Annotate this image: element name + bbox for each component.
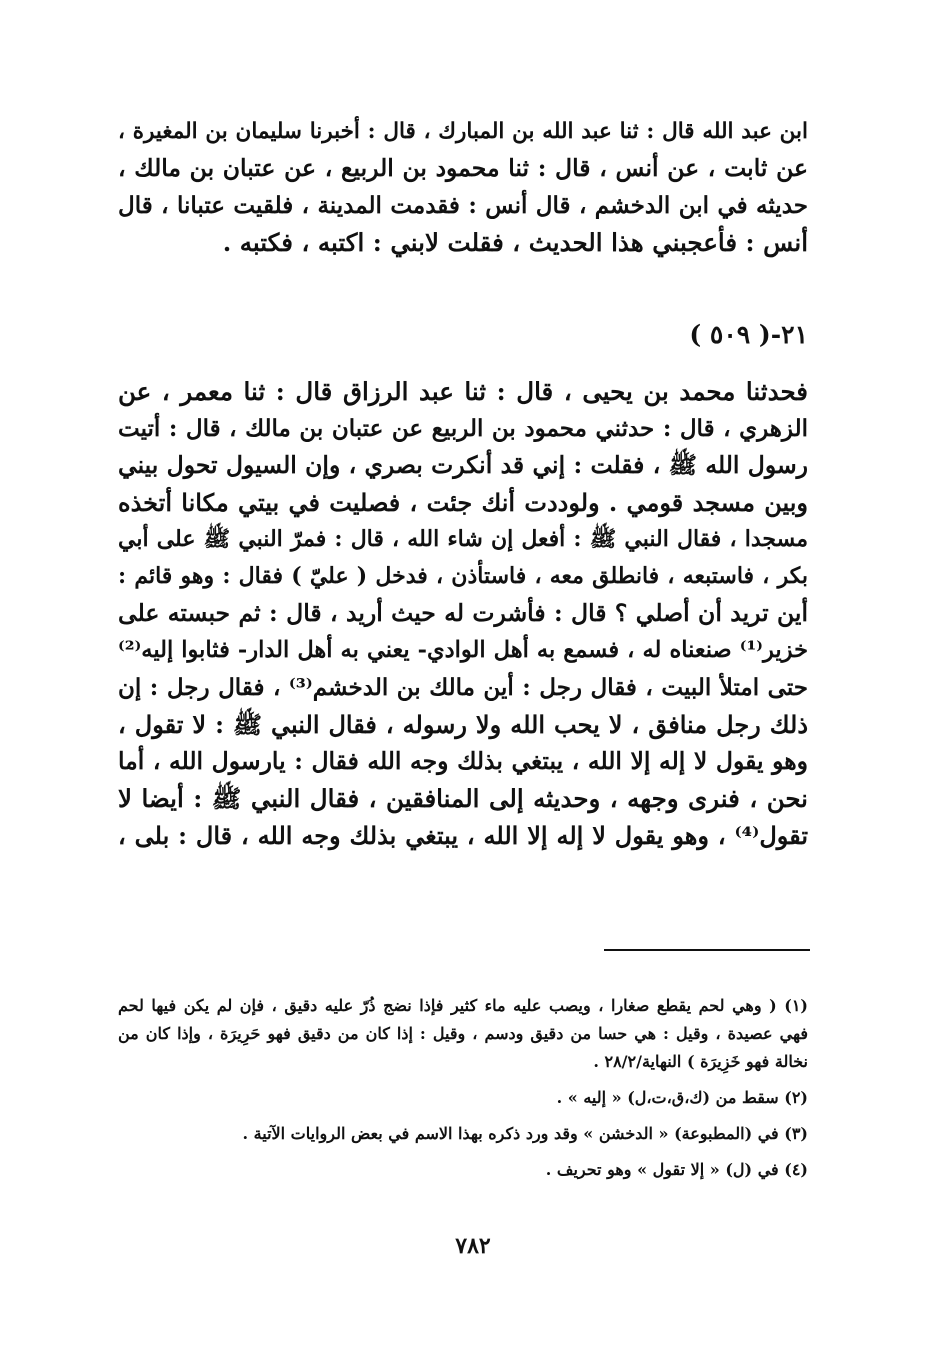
text-line: الزهري ، قال : حدثني محمود بن الربيع عن عتبان بن مالك ، قال : أتيت — [118, 415, 808, 442]
text-line: أنس : فأعجبني هذا الحديث ، فقلت لابني : اكتبه ، فكتبه . — [222, 228, 808, 257]
paragraph-isnad — [118, 113, 808, 261]
page-number: ٧٨٢ — [455, 1233, 491, 1259]
text-line: وبين مسجد قومي . ولوددت أنك جئت ، فصليت في بيتي مكانا أتخذه — [118, 488, 808, 517]
text-line: ابن عبد الله قال : ثنا عبد الله بن المبارك ، قال : أخبرنا سليمان بن المغيرة ، — [118, 119, 808, 144]
footnotes — [118, 992, 808, 1184]
text-line: خزير⁽¹⁾ صنعناه له ، فسمع به أهل الوادي- يعني به أهل الدار- فثابوا إليه⁽²⁾ — [118, 637, 808, 663]
paragraph-hadith — [118, 373, 808, 854]
text-line: رسول الله ﷺ ، فقلت : إني قد أنكرت بصري ، وإن السيول تحول بيني — [118, 451, 808, 479]
text-line: مسجدا ، فقال النبي ﷺ : أفعل إن شاء الله ، قال : فمرّ النبي ﷺ على أبي — [118, 526, 808, 552]
text-line: ذلك رجل منافق ، لا يحب الله ولا رسوله ، فقال النبي ﷺ : لا تقول ، — [118, 710, 808, 739]
text-line: فحدثنا محمد بن يحيى ، قال : ثنا عبد الرزاق قال : ثنا معمر ، عن — [118, 377, 808, 406]
text-line: حتى امتلأ البيت ، فقال رجل : أين مالك بن الدخشم⁽³⁾ ، فقال رجل : إن — [118, 674, 808, 701]
text-line: نحن ، فنرى وجهه ، وحديثه إلى المنافقين ، فقال النبي ﷺ : أيضا لا — [118, 784, 808, 813]
text-line: أين تريد أن أصلي ؟ قال : فأشرت له حيث أريد ، قال : ثم حبسته على — [118, 599, 808, 627]
footnote-4: (٤) في (ل) « إلا تقول » وهو تحريف . — [545, 1160, 808, 1179]
footnote-1-line: فهي عصيدة ، وقيل : هي حسا من دقيق ودسم ، وقيل : إذا كان من دقيق فهو حَرِيرَة ، وإذا كان من — [118, 1024, 808, 1043]
text-line: عن ثابت ، عن أنس ، قال : ثنا محمود بن الربيع ، عن عتبان بن مالك ، — [118, 154, 808, 182]
footnote-2: (٢) سقط من (ك،ق،ت،ل) « إليه » . — [556, 1088, 808, 1107]
text-line: حديثه في ابن الدخشم ، قال أنس : فقدمت المدينة ، فلقيت عتبانا ، قال — [118, 192, 808, 219]
footnote-1-line: نخالة فهو خَزِيرَة ) النهاية/٢٨/٢ . — [593, 1052, 808, 1071]
text-line: بكر ، فاستبعه ، فانطلق معه ، فاستأذن ، فدخل ( عليّ ) فقال : وهو قائم : — [118, 563, 808, 589]
text-line: وهو يقول لا إله إلا الله ، يبتغي بذلك وجه الله فقال : يارسول الله ، أما — [118, 747, 808, 775]
hadith-number-heading: ٢١-( ٥٠٩ ) — [689, 320, 808, 349]
footnote-separator — [604, 949, 810, 951]
text-line: تقول⁽⁴⁾ ، وهو يقول لا إله إلا الله ، يبتغي بذلك وجه الله ، قال : بلى ، — [118, 821, 808, 850]
footnote-1-line: (١) ( وهي لحم يقطع صغارا ، ويصب عليه ماء كثير فإذا نضج ذُرّ عليه دقيق ، فإن لم يكن فيها لحم — [118, 996, 808, 1015]
footnote-3: (٣) في (المطبوعة) « الدخشن » وقد ورد ذكره بهذا الاسم في بعض الروايات الآتية . — [242, 1124, 808, 1143]
